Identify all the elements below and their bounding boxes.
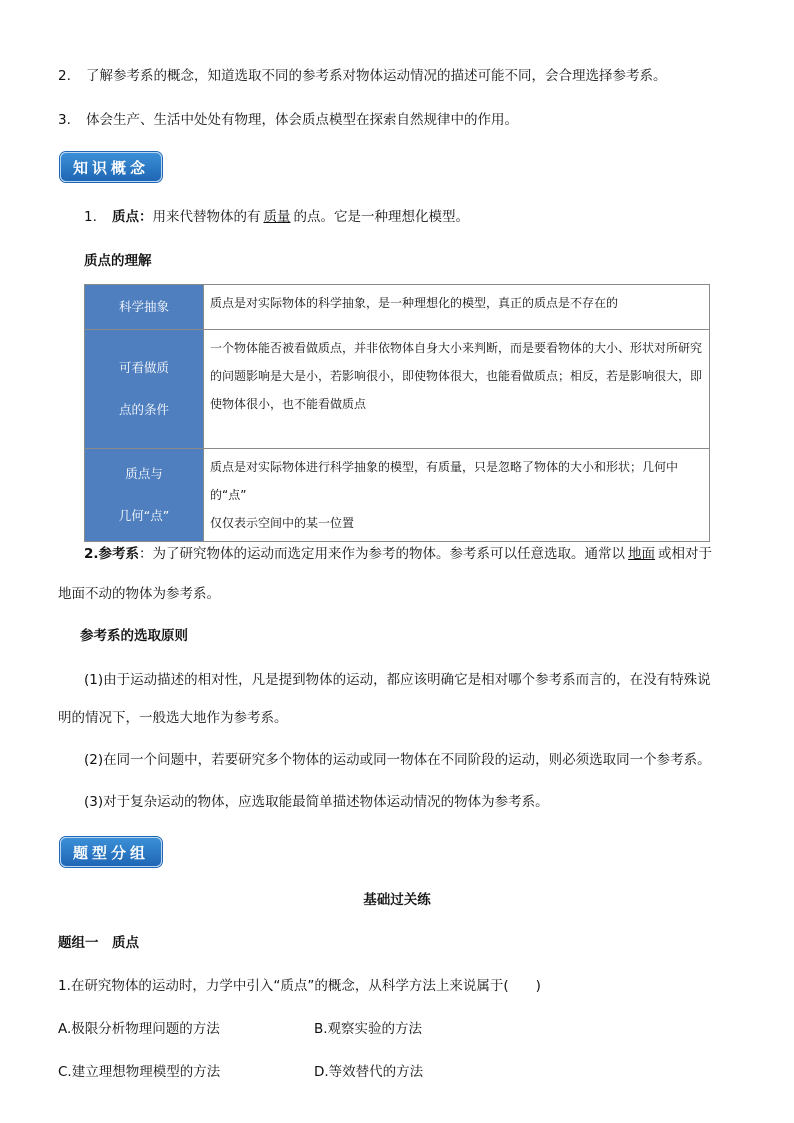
principle-2: (2)在同一个问题中，若要研究多个物体的运动或同一物体在不同阶段的运动，则必须选取同一个参考系。: [84, 752, 711, 768]
question-groups-badge: 题型分组: [60, 837, 162, 867]
concept-point-mass: 1. 质点：用来代替物体的有 质量 的点。它是一种理想化模型。: [84, 209, 469, 225]
table-body-cell: 质点是对实际物体进行科学抽象的模型，有质量，只是忽略了物体的大小和形状；几何中的“点” 仅仅表示空间中的某一位置: [204, 449, 710, 542]
group-title: 题组一 质点: [58, 935, 139, 951]
option-c: C.建立理想物理模型的方法: [58, 1064, 221, 1080]
option-a: A.极限分析物理问题的方法: [58, 1021, 220, 1037]
table-body-cell: 一个物体能否被看做质点，并非依物体自身大小来判断，而是要看物体的大小、形状对所研究 的问题影响是大是小，若影响很小，即使物体很大，也能看做质点；相反，若是影响很大，即 使物体很小，也不能看做质点: [204, 330, 710, 449]
table-head-cell: 质点与 几何“点”: [85, 449, 204, 542]
principles-title: 参考系的选取原则: [80, 628, 188, 644]
concept-reference-frame-line2: 地面不动的物体为参考系。: [58, 586, 220, 602]
principle-3: (3)对于复杂运动的物体，应选取能最简单描述物体运动情况的物体为参考系。: [84, 794, 549, 810]
concept-reference-frame: 2.参考系：为了研究物体的运动而选定用来作为参考的物体。参考系可以任意选取。通常以 地面 或相对于: [84, 546, 713, 562]
objective-3: 3. 体会生产、生活中处处有物理，体会质点模型在探索自然规律中的作用。: [58, 112, 518, 128]
knowledge-concepts-badge: 知识概念: [60, 152, 162, 182]
objective-2: 2. 了解参考系的概念，知道选取不同的参考系对物体运动情况的描述可能不同，会合理选择参考系。: [58, 68, 667, 84]
understanding-title: 质点的理解: [84, 253, 152, 269]
table-head-cell: 科学抽象: [85, 285, 204, 330]
table-row: [85, 330, 710, 449]
section-title: 基础过关练: [363, 892, 431, 908]
principle-1: (1)由于运动描述的相对性，凡是提到物体的运动，都应该明确它是相对哪个参考系而言的，在没有特殊说: [84, 672, 711, 688]
table-body-cell: 质点是对实际物体的科学抽象，是一种理想化的模型，真正的质点是不存在的: [204, 285, 710, 330]
option-d: D.等效替代的方法: [314, 1064, 424, 1080]
point-mass-table: [84, 284, 710, 542]
table-head-cell: 可看做质 点的条件: [85, 330, 204, 449]
table-row: [85, 449, 710, 542]
table-row: [85, 285, 710, 330]
option-b: B.观察实验的方法: [314, 1021, 423, 1037]
question-stem: 1.在研究物体的运动时，力学中引入“质点”的概念，从科学方法上来说属于( ): [58, 978, 541, 994]
principle-1-cont: 明的情况下，一般选大地作为参考系。: [58, 710, 288, 726]
